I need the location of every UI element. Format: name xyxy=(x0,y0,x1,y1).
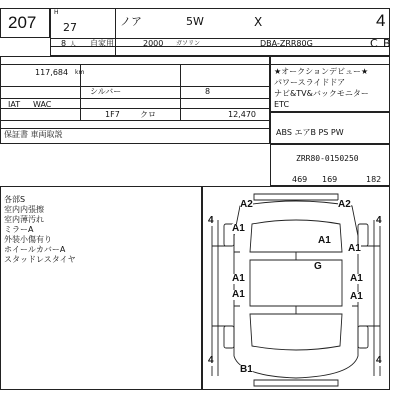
sales-point: ★オークションデビュー★ xyxy=(274,67,369,76)
footer-strip xyxy=(0,393,400,400)
car-name: ノア xyxy=(120,15,142,28)
color-code: 1F7 xyxy=(105,110,120,119)
damage-mark: 4 xyxy=(208,215,214,226)
interior-grade: C xyxy=(370,37,378,50)
doors: 5W xyxy=(186,15,204,28)
exterior-grade: B xyxy=(383,37,391,50)
grade: X xyxy=(254,15,263,29)
seats: 8 xyxy=(61,39,67,48)
sales-point: ETC xyxy=(274,100,290,109)
damage-mark: B1 xyxy=(240,364,253,375)
dim-width: 169 xyxy=(322,175,338,184)
damage-mark: A1 xyxy=(348,243,361,254)
damage-mark: A1 xyxy=(232,223,245,234)
usage: 自家用 xyxy=(90,39,114,48)
inspection-note: スタッドレスタイヤ xyxy=(4,255,76,264)
transmission: IAT xyxy=(8,100,21,109)
dim-length: 469 xyxy=(292,175,308,184)
inspection-note: 室内内張擦 xyxy=(4,205,44,214)
sales-point: パワースライドドア xyxy=(274,78,346,87)
damage-mark: A1 xyxy=(318,235,331,246)
price: 12,470 xyxy=(228,110,256,119)
color: シルバー xyxy=(90,87,122,96)
score: 4 xyxy=(376,11,386,30)
damage-mark: 4 xyxy=(208,355,214,366)
damage-mark: G xyxy=(314,261,322,272)
inspection-note: ミラーA xyxy=(4,225,34,234)
mileage: 117,684 xyxy=(35,68,69,77)
inspection-note: 外装小傷有り xyxy=(4,235,52,244)
car-outline xyxy=(202,186,390,390)
inspection-note: ホイールカバーA xyxy=(4,245,66,254)
damage-mark: A1 xyxy=(350,291,363,302)
displacement: 2000 xyxy=(143,39,164,48)
year: 27 xyxy=(63,21,77,34)
trim-color: クロ xyxy=(140,110,156,119)
papers: 保証書 車両取説 xyxy=(4,130,63,139)
inspection-note: 各部S xyxy=(4,195,26,204)
capacity: 8 xyxy=(205,87,211,96)
model-code: DBA-ZRR80G xyxy=(260,39,313,48)
damage-mark: A2 xyxy=(240,199,253,210)
fuel: ガソリン xyxy=(176,40,201,47)
frame-number: ZRR80-0150250 xyxy=(296,154,359,163)
sales-point: ナビ&TV&バックモニター xyxy=(274,89,369,98)
seat-unit: 人 xyxy=(70,41,77,48)
damage-mark: A1 xyxy=(232,289,245,300)
damage-mark: 4 xyxy=(376,355,382,366)
damage-mark: A1 xyxy=(232,273,245,284)
lot-number: 207 xyxy=(8,13,37,32)
equipment: ABS エアB PS PW xyxy=(276,128,344,137)
inspection-note: 室内薄汚れ xyxy=(4,215,44,224)
year-era: H xyxy=(54,9,59,16)
mileage-unit: km xyxy=(75,69,85,76)
vehicle-info-box xyxy=(50,8,390,56)
air-conditioner: WAC xyxy=(33,100,52,109)
damage-mark: 4 xyxy=(376,215,382,226)
damage-mark: A1 xyxy=(350,273,363,284)
damage-mark: A2 xyxy=(338,199,351,210)
dim-height: 182 xyxy=(366,175,382,184)
